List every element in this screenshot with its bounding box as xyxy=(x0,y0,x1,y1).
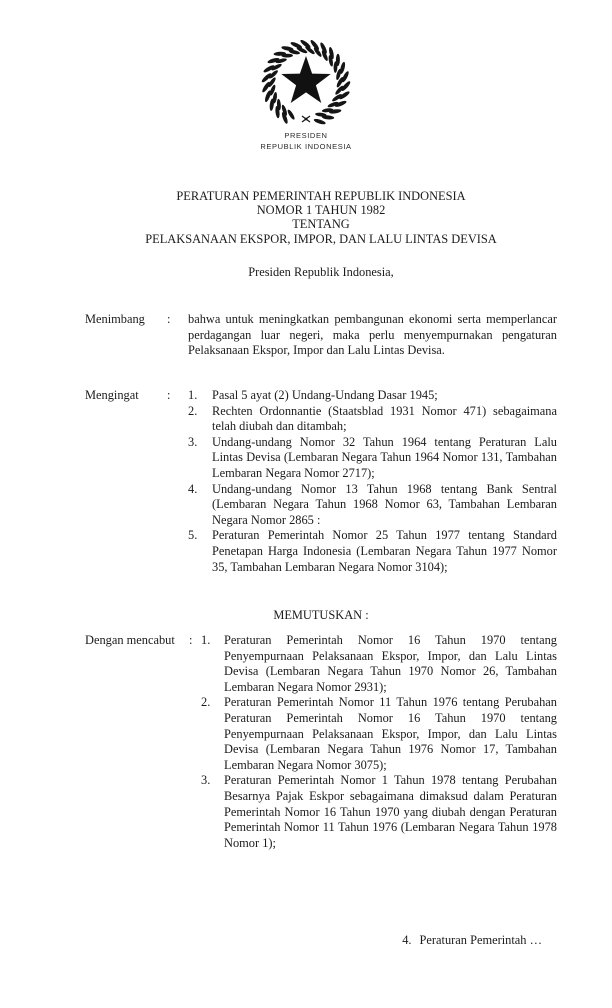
section-dengan-mencabut xyxy=(85,633,557,851)
mencabut-list xyxy=(201,633,557,851)
item-number: 5. xyxy=(188,528,198,543)
item-number: 1. xyxy=(188,388,198,402)
section-menimbang xyxy=(85,312,557,359)
wreath-knot-icon xyxy=(302,116,310,122)
list-item xyxy=(201,633,557,695)
item-number: 2. xyxy=(188,403,198,418)
item-text: Rechten Ordonnantie (Staatsblad 1931 Nomor 471) sebagaimana telah diubah dan ditambah; xyxy=(212,403,557,434)
item-text: Peraturan Pemerintah Nomor 25 Tahun 1977 tentang Standard Penetapan Harga Indonesia (Lembaran Negara Tahun 1977 Nomor 35, Tambahan Lembaran Negara Nomor 3104); xyxy=(212,528,557,574)
section-colon: : xyxy=(167,312,171,326)
mengingat-list xyxy=(188,388,557,575)
item-text: Peraturan Pemerintah Nomor 1 Tahun 1978 tentang Perubahan Besarnya Pajak Eskpor sebagaimana dimaksud dalam Peraturan Pemerintah Nomor 16 Tahun 1970 yang diubah dengan Peraturan Pemerintah Nomor 11 Tahun 1976 (Lembaran Negara Tahun 1978 Nomor 1); xyxy=(224,773,557,850)
section-mengingat xyxy=(85,388,557,575)
letterhead-line2: REPUBLIK INDONESIA xyxy=(260,141,352,151)
menimbang-text: bahwa untuk meningkatkan pembangunan ekonomi serta memperlancar perdagangan luar negeri, maka perlu menyempurnakan pengaturan Pelaksanaan Ekspor, Impor dan Lalu Lintas Devisa. xyxy=(188,312,557,358)
section-label: Dengan mencabut xyxy=(85,633,175,647)
catchword-text: Peraturan Pemerintah … xyxy=(419,933,542,947)
salutation: Presiden Republik Indonesia, xyxy=(248,265,394,279)
item-text: Pasal 5 ayat (2) Undang-Undang Dasar 1945; xyxy=(212,388,438,402)
list-item xyxy=(201,773,557,851)
catchword-number: 4. xyxy=(402,933,412,947)
item-number: 3. xyxy=(201,773,211,788)
list-item xyxy=(188,435,557,482)
item-text: Peraturan Pemerintah Nomor 11 Tahun 1976 tentang Perubahan Peraturan Pemerintah Nomor 16 Tahun 1970 tentang Penyempurnaan Pelaksanaan Ekspor, Impor, dan Lalu Lintas Devisa (Lembaran Negara Tahun 1976 Nomor 17, Tambahan Lembaran Negara Nomor 3075); xyxy=(224,695,557,772)
item-number: 2. xyxy=(201,695,211,710)
list-item xyxy=(188,482,557,529)
section-colon: : xyxy=(189,633,193,647)
item-text: Undang-undang Nomor 32 Tahun 1964 tentang Peraturan Lalu Lintas Devisa (Lembaran Negara Tahun 1964 Nomor 131, Tambahan Lembaran Negara Nomor 2717); xyxy=(212,434,557,480)
title-line-tentang: TENTANG xyxy=(292,217,350,232)
list-item xyxy=(188,528,557,575)
section-label: Menimbang xyxy=(85,312,145,326)
catchword xyxy=(402,933,542,949)
star-icon xyxy=(281,56,330,103)
list-item xyxy=(188,388,557,404)
item-number: 4. xyxy=(188,481,198,496)
section-colon: : xyxy=(167,388,171,402)
decision-heading: MEMUTUSKAN : xyxy=(273,608,369,622)
title-line-regulation: PERATURAN PEMERINTAH REPUBLIK INDONESIA xyxy=(176,189,466,203)
item-number: 1. xyxy=(201,633,211,647)
item-text: Undang-undang Nomor 13 Tahun 1968 tentang Bank Sentral (Lembaran Negara Tahun 1968 Nomor 63, Tambahan Lembaran Negara Nomor 2865 : xyxy=(212,481,557,527)
list-item xyxy=(201,695,557,773)
item-number: 3. xyxy=(188,434,198,449)
letterhead-line1: PRESIDEN xyxy=(284,131,328,140)
title-line-number: NOMOR 1 TAHUN 1982 xyxy=(256,203,386,218)
letterhead xyxy=(0,40,612,152)
document-title xyxy=(85,189,557,246)
title-line-subject: PELAKSANAAN EKSPOR, IMPOR, DAN LALU LINTAS DEVISA xyxy=(145,231,497,246)
section-label: Mengingat xyxy=(85,388,139,402)
presidential-emblem-star-wreath-icon xyxy=(258,40,354,128)
item-text: Peraturan Pemerintah Nomor 16 Tahun 1970 tentang Penyempurnaan Pelaksanaan Ekspor, Impor, dan Lalu Lintas Devisa (Lembaran Negara Tahun 1970 Nomor 26, Tambahan Lembaran Negara Nomor 2931); xyxy=(224,633,557,694)
list-item xyxy=(188,404,557,435)
